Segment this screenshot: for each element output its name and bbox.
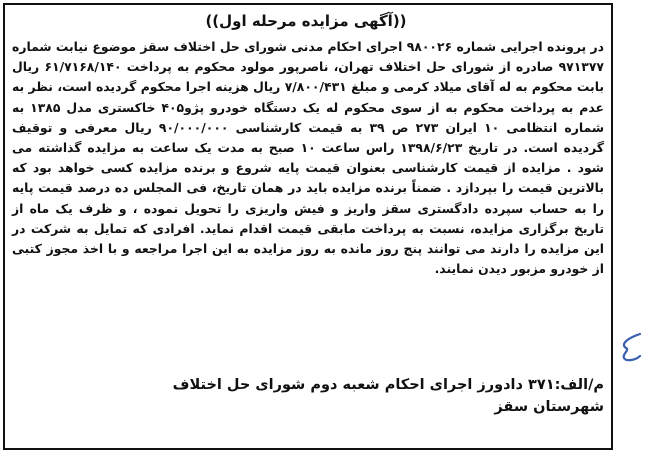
notice-body	[12, 37, 604, 279]
handwritten-mark-icon	[614, 330, 646, 364]
signature-line-2: شهرستان سقز	[494, 399, 604, 415]
notice-title: ((آگهی مزایده مرحله اول))	[205, 12, 407, 30]
handwritten-mark-stroke	[624, 334, 640, 360]
notice-body-paragraph: در پرونده اجرایی شماره ۹۸۰۰۲۶ اجرای احکام مدنی شورای حل اختلاف سقز موضوع نیابت شماره ۹۷۱۳۷۷ صادره از شورای حل اختلاف تهران، ناصرپور مولود محکوم به پرداخت ۶۱/۷۱۶۸/۱۴۰ ریال بابت محکوم به له آقای میلاد کرمی و مبلغ ۷/۸۰۰/۴۳۱ ریال هزینه اجرا محکوم گردیده است، نظر به عدم به پرداخت محکوم به از سوی محکوم له یک دستگاه خودرو پژو۴۰۵ خاکستری مدل ۱۳۸۵ به شماره انتظامی ۱۰ ایران ۲۷۳ ص ۳۹ به قیمت کارشناسی ۹۰/۰۰۰/۰۰۰ ریال معرفی و توقیف گردیده است. در تاریخ ۱۳۹۸/۶/۲۳ راس ساعت ۱۰ صبح به مدت یک ساعت به مزایده گذاشته می شود . مزایده از قیمت کارشناسی بعنوان قیمت پایه شروع و برنده مزایده کسی خواهد بود که بالاترین قیمت را بپردازد . ضمناً برنده مزایده باید در همان تاریخ، فی المجلس ده درصد قیمت پایه را به حساب سپرده دادگستری سقز واریز و فیش واریزی را تحویل نموده ، و ظرف یک ماه از تاریخ برگزاری مزایده، نسبت به پرداخت مابقی قیمت اقدام نماید. افرادی که تمایل به شرکت در این مزایده را دارند می توانند پنج روز مانده به روز مزایده به این اجرا مراجعه و با اخذ مجوز کتبی از خودرو مزبور دیدن نمایند.	[12, 39, 605, 277]
signature-line-1: م/الف:۳۷۱ دادورز اجرای احکام شعبه دوم شورای حل اختلاف	[172, 377, 604, 393]
signature-block	[12, 374, 604, 418]
